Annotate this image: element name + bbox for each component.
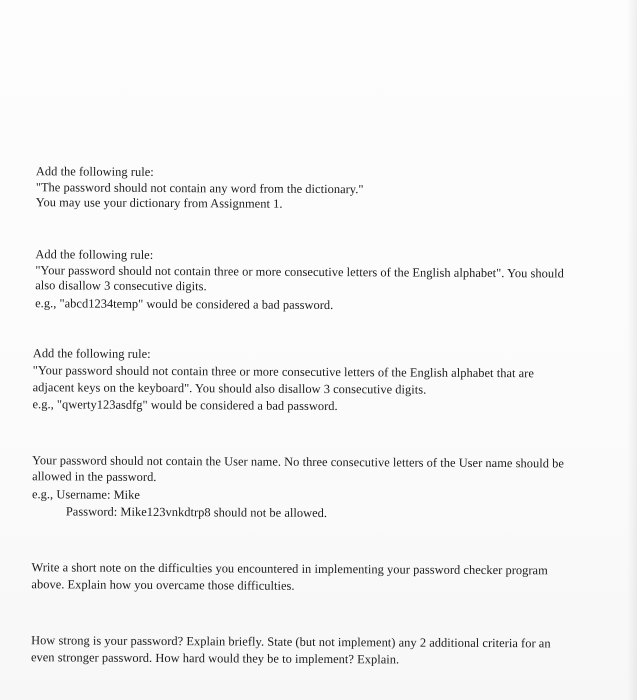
section-line: e.g., Username: Mike [31,487,141,502]
section-line: adjacent keys on the keyboard". You should also disallow 3 consecutive digits. [32,380,427,397]
section-line: Write a short note on the difficulties you encountered in implementing your password checker program [31,560,548,578]
section-line: also disallow 3 consecutive digits. [35,278,207,294]
section-line: e.g., "abcd1234temp" would be considered a bad password. [35,296,334,313]
section-line: "Your password should not contain three or more consecutive letters of the English alphabet that are [32,363,534,381]
section-line: Add the following rule: [32,346,151,361]
page-edge-shadow [627,0,637,700]
section-dictionary-rule [0,0,637,211]
section-line: "Your password should not contain three or more consecutive letters of the English alphabet". You should [35,263,564,281]
section-line: allowed in the password. [32,469,157,484]
section-line: even stronger password. How hard would they be to implement? Explain. [30,650,400,667]
section-line: Your password should not contain the User name. No three consecutive letters of the User name should be [32,453,564,471]
section-line: above. Explain how you overcame those difficulties. [31,577,295,593]
section-line: Password: Mike123vnkdtrp8 should not be allowed. [65,504,328,521]
section-line: e.g., "qwerty123asdfg" would be considered a bad password. [32,397,338,414]
section-line: You may use your dictionary from Assignment 1. [35,195,283,211]
section-line: Add the following rule: [35,247,154,262]
section-line: Add the following rule: [35,164,154,179]
section-line: "The password should not contain any word from the dictionary." [35,180,364,197]
section-line: How strong is your password? Explain briefly. State (but not implement) any 2 additional criteria for an [31,633,551,651]
